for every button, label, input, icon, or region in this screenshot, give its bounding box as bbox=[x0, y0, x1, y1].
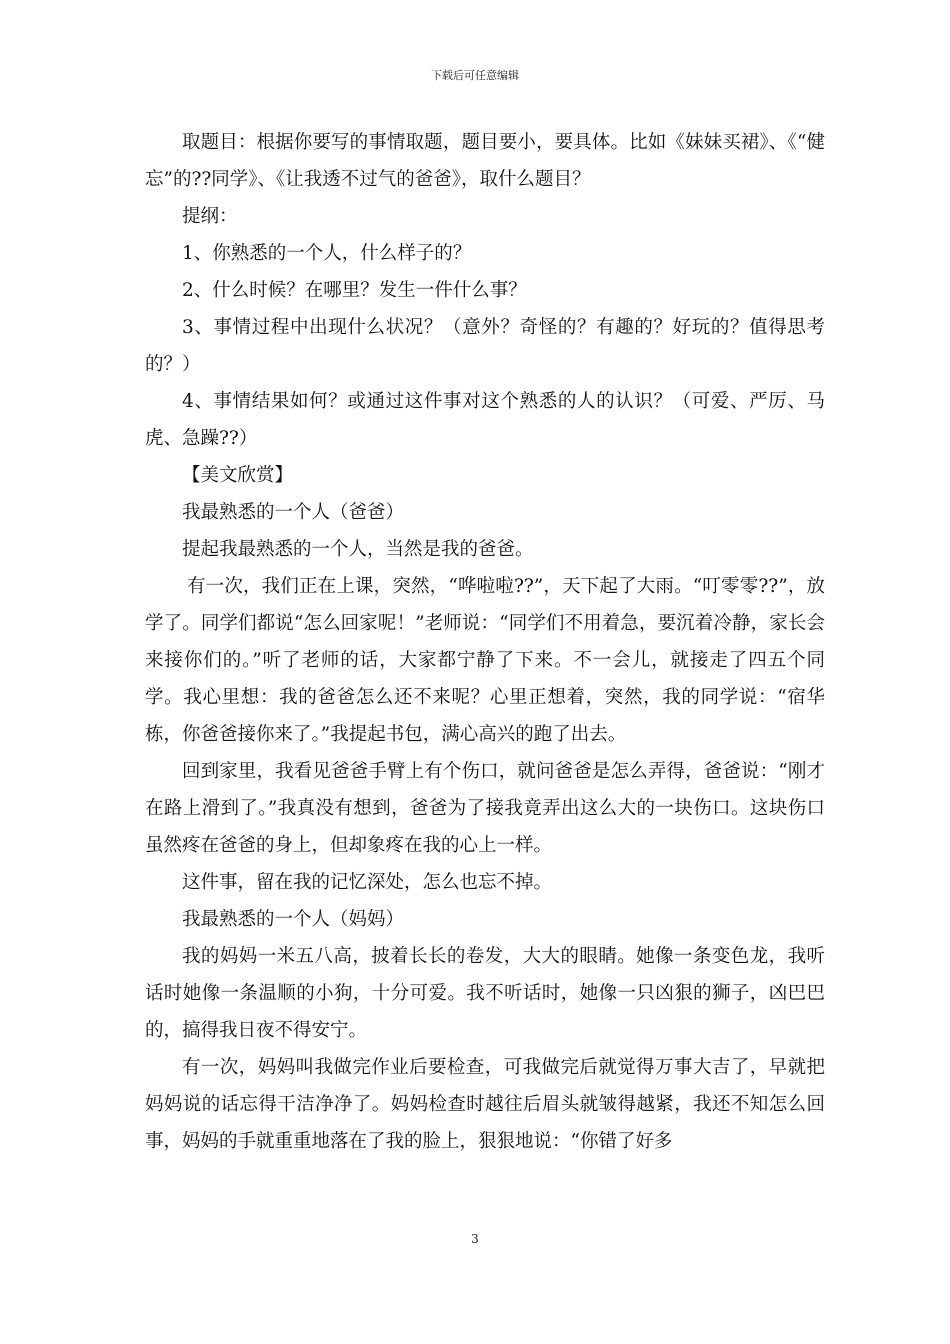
paragraph-mom-story: 有一次，妈妈叫我做完作业后要检查，可我做完后就觉得万事大吉了，早就把妈妈说的话忘得干洁净净了。妈妈检查时越往后眉头就皱得越紧，我还不知怎么回事，妈妈的手就重重地落在了我的脸上，狠狠地说：“你错了好多 bbox=[145, 1057, 825, 1152]
paragraph-outline-heading: 提纲： bbox=[182, 206, 238, 227]
paragraph-dad-story: 有一次，我们正在上课，突然，“哗啦啦??”，天下起了大雨。“叮零零??”，放学了。同学们都说“怎么回家呢！”老师说：“同学们不用着急，要沉着冷静，家长会来接你们的。”听了老师的话，大家都宁静了下来。不一会儿，就接走了四五个同学。我心里想：我的爸爸怎么还不来呢？心里正想着，突然，我的同学说：“宿华栋，你爸爸接你来了。”我提起书包，满心高兴的跑了出去。 bbox=[145, 576, 825, 745]
paragraph-outline-4: 4、事情结果如何？或通过这件事对这个熟悉的人的认识？（可爱、严厉、马虎、急躁??） bbox=[145, 391, 825, 449]
page-header: 下载后可任意编辑 bbox=[431, 69, 519, 82]
document-body bbox=[145, 124, 825, 1160]
paragraph-dad-wound: 回到家里，我看见爸爸手臂上有个伤口，就问爸爸是怎么弄得，爸爸说：“刚才在路上滑到了。”我真没有想到，爸爸为了接我竟弄出这么大的一块伤口。这块伤口虽然疼在爸爸的身上，但却象疼在我的心上一样。 bbox=[145, 761, 825, 856]
paragraph-outline-3: 3、事情过程中出现什么状况？（意外？奇怪的？有趣的？好玩的？值得思考的？） bbox=[145, 317, 825, 375]
paragraph-outline-1: 1、你熟悉的一个人，什么样子的？ bbox=[182, 243, 472, 264]
paragraph-dad-memory: 这件事，留在我的记忆深处，怎么也忘不掉。 bbox=[182, 872, 553, 893]
paragraph-dad-intro: 提起我最熟悉的一个人，当然是我的爸爸。 bbox=[182, 539, 534, 560]
page-number: 3 bbox=[471, 1232, 479, 1246]
paragraph-outline-2: 2、什么时候？在哪里？发生一件什么事？ bbox=[182, 280, 527, 301]
paragraph-topic: 取题目：根据你要写的事情取题，题目要小，要具体。比如《妹妹买裙》、《“健忘”的??同学》、《让我透不过气的爸爸》，取什么题目？ bbox=[145, 132, 825, 190]
paragraph-mom-intro: 我的妈妈一米五八高，披着长长的卷发，大大的眼睛。她像一条变色龙，我听话时她像一条温顺的小狗，十分可爱。我不听话时，她像一只凶狠的狮子，凶巴巴的，搞得我日夜不得安宁。 bbox=[145, 946, 825, 1041]
section-heading-appreciation: 【美文欣赏】 bbox=[182, 465, 294, 486]
essay-title-dad: 我最熟悉的一个人（爸爸） bbox=[182, 502, 405, 523]
essay-title-mom: 我最熟悉的一个人（妈妈） bbox=[182, 909, 405, 930]
